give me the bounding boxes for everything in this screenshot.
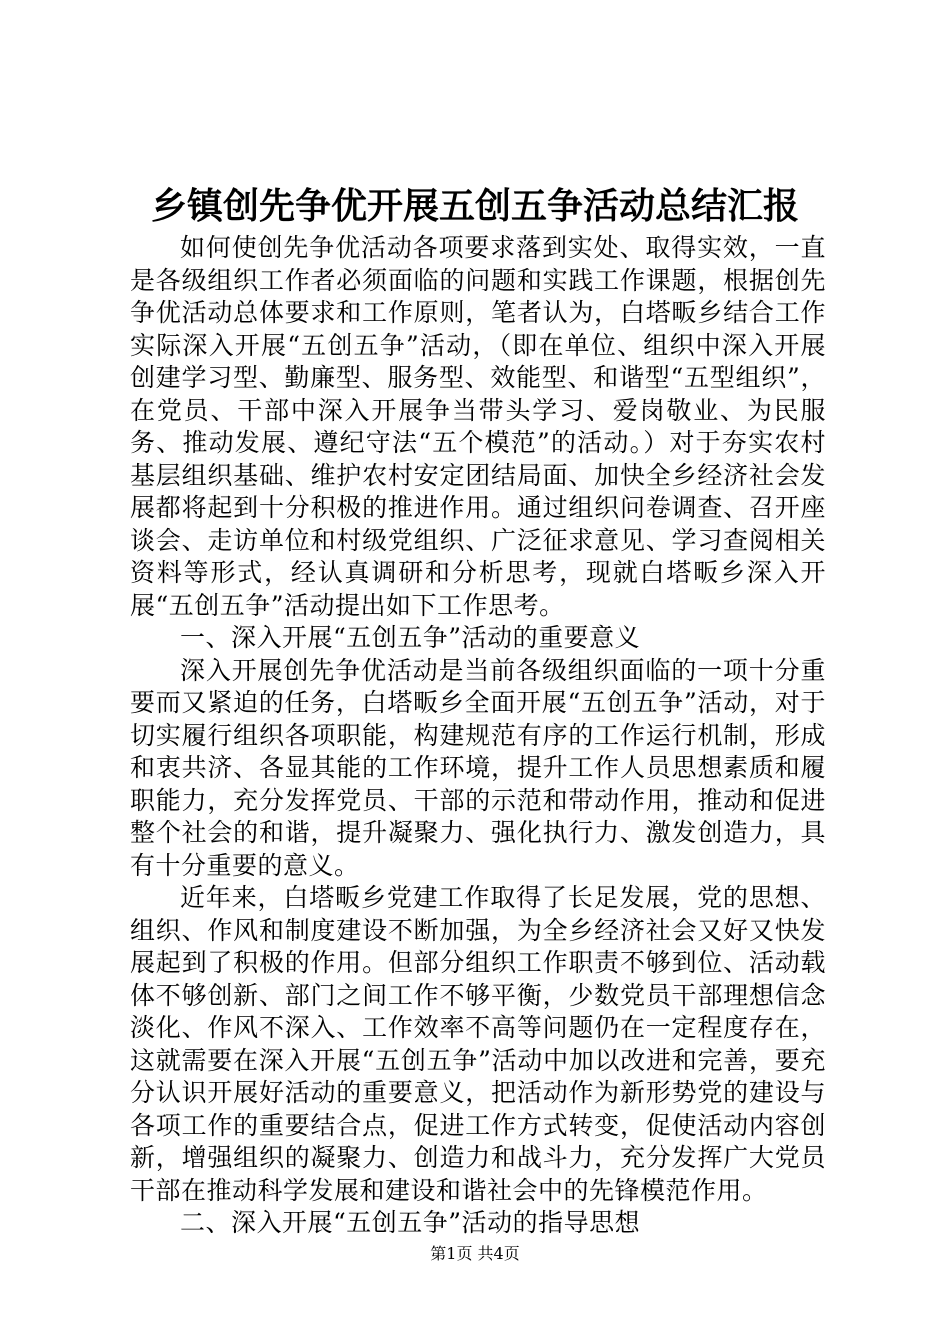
- paragraph-significance: 深入开展创先争优活动是当前各级组织面临的一项十分重要而又紧迫的任务，白塔畈乡全面开展“五创五争”活动，对于切实履行组织各项职能，构建规范有序的工作运行机制，形成和衷共济、各显其能的工作环境，提升工作人员思想素质和履职能力，充分发挥党员、干部的示范和带动作用，推动和促进整个社会的和谐，提升凝聚力、强化执行力、激发创造力，具有十分重要的意义。: [130, 655, 826, 880]
- paragraph-recent-years: 近年来，白塔畈乡党建工作取得了长足发展，党的思想、组织、作风和制度建设不断加强，为全乡经济社会又好又快发展起到了积极的作用。但部分组织工作职责不够到位、活动载体不够创新、部门之间工作不够平衡，少数党员干部理想信念淡化、作风不深入、工作效率不高等问题仍在一定程度存在，这就需要在深入开展“五创五争”活动中加以改进和完善，要充分认识开展好活动的重要意义，把活动作为新形势党的建设与各项工作的重要结合点，促进工作方式转变，促使活动内容创新，增强组织的凝聚力、创造力和战斗力，充分发挥广大党员干部在推动科学发展和建设和谐社会中的先锋模范作用。: [130, 883, 826, 1205]
- section-heading-1: 一、深入开展“五创五争”活动的重要意义: [180, 623, 641, 652]
- document-title: 乡镇创先争优开展五创五争活动总结汇报: [150, 186, 799, 227]
- page-number-footer: 第1页 共4页: [430, 1244, 520, 1263]
- paragraph-intro: 如何使创先争优活动各项要求落到实处、取得实效，一直是各级组织工作者必须面临的问题和实践工作课题，根据创先争优活动总体要求和工作原则，笔者认为，白塔畈乡结合工作实际深入开展“五创五争”活动，（即在单位、组织中深入开展创建学习型、勤廉型、服务型、效能型、和谐型“五型组织”，在党员、干部中深入开展争当带头学习、爱岗敬业、为民服务、推动发展、遵纪守法“五个模范”的活动。）对于夯实农村基层组织基础、维护农村安定团结局面、加快全乡经济社会发展都将起到十分积极的推进作用。通过组织问卷调查、召开座谈会、走访单位和村级党组织、广泛征求意见、学习查阅相关资料等形式，经认真调研和分析思考，现就白塔畈乡深入开展“五创五争”活动提出如下工作思考。: [130, 233, 826, 620]
- section-heading-2: 二、深入开展“五创五争”活动的指导思想: [180, 1208, 641, 1237]
- document-body: [130, 232, 826, 1240]
